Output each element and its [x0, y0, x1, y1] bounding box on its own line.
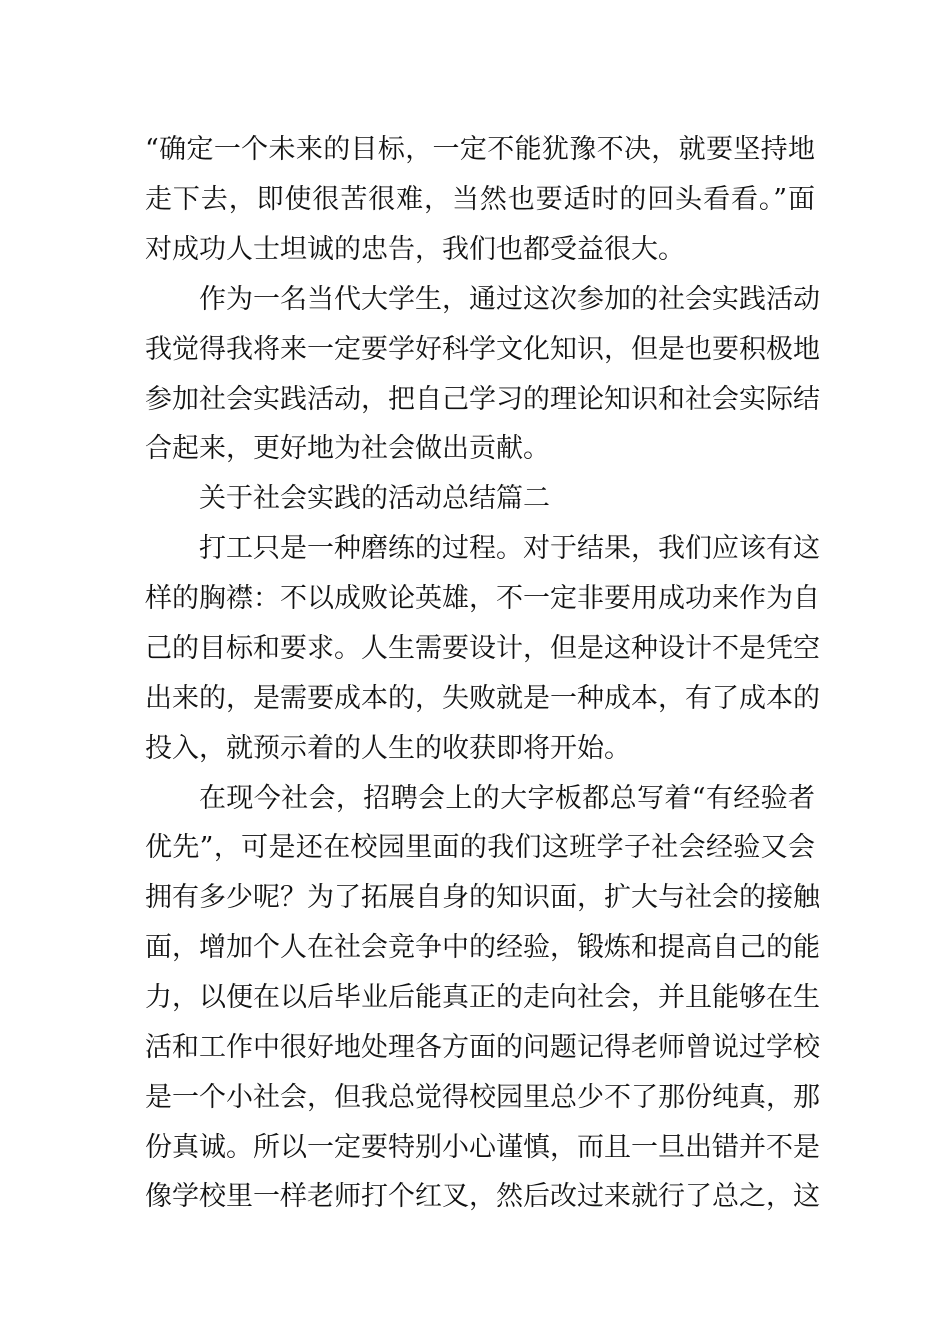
- text-line: 份真诚。所以一定要特别小心谨慎，而且一旦出错并不是: [145, 1132, 820, 1163]
- text-line: 出来的，是需要成本的，失败就是一种成本，有了成本的: [145, 683, 820, 714]
- text-line: 拥有多少呢？为了拓展自身的知识面，扩大与社会的接触: [145, 882, 820, 913]
- text-line: 样的胸襟：不以成败论英雄，不一定非要用成功来作为自: [145, 583, 820, 614]
- text-line: 在现今社会，招聘会上的大字板都总写着“有经验者: [199, 783, 815, 814]
- text-line: 优先”，可是还在校园里面的我们这班学子社会经验又会: [145, 832, 815, 863]
- text-line: 像学校里一样老师打个红叉，然后改过来就行了总之，这: [145, 1181, 820, 1212]
- text-line: 走下去，即使很苦很难，当然也要适时的回头看看。”面: [145, 184, 815, 215]
- text-line: 己的目标和要求。人生需要设计，但是这种设计不是凭空: [145, 633, 820, 664]
- text-line: 投入，就预示着的人生的收获即将开始。: [145, 733, 631, 764]
- text-line: 对成功人士坦诚的忠告，我们也都受益很大。: [145, 234, 685, 265]
- section-heading: 关于社会实践的活动总结篇二: [199, 483, 550, 514]
- text-line: 活和工作中很好地处理各方面的问题记得老师曾说过学校: [145, 1032, 820, 1063]
- text-line: “确定一个未来的目标，一定不能犹豫不决，就要坚持地: [145, 134, 815, 165]
- text-line: 打工只是一种磨练的过程。对于结果，我们应该有这: [199, 533, 820, 564]
- text-line: 力，以便在以后毕业后能真正的走向社会，并且能够在生: [145, 982, 820, 1013]
- text-line: 合起来，更好地为社会做出贡献。: [145, 433, 550, 464]
- text-line: 我觉得我将来一定要学好科学文化知识，但是也要积极地: [145, 334, 820, 365]
- text-line: 作为一名当代大学生，通过这次参加的社会实践活动: [199, 284, 820, 315]
- text-line: 面，增加个人在社会竞争中的经验，锻炼和提高自己的能: [145, 932, 820, 963]
- text-line: 参加社会实践活动，把自己学习的理论知识和社会实际结: [145, 384, 820, 415]
- text-line: 是一个小社会，但我总觉得校园里总少不了那份纯真，那: [145, 1082, 820, 1113]
